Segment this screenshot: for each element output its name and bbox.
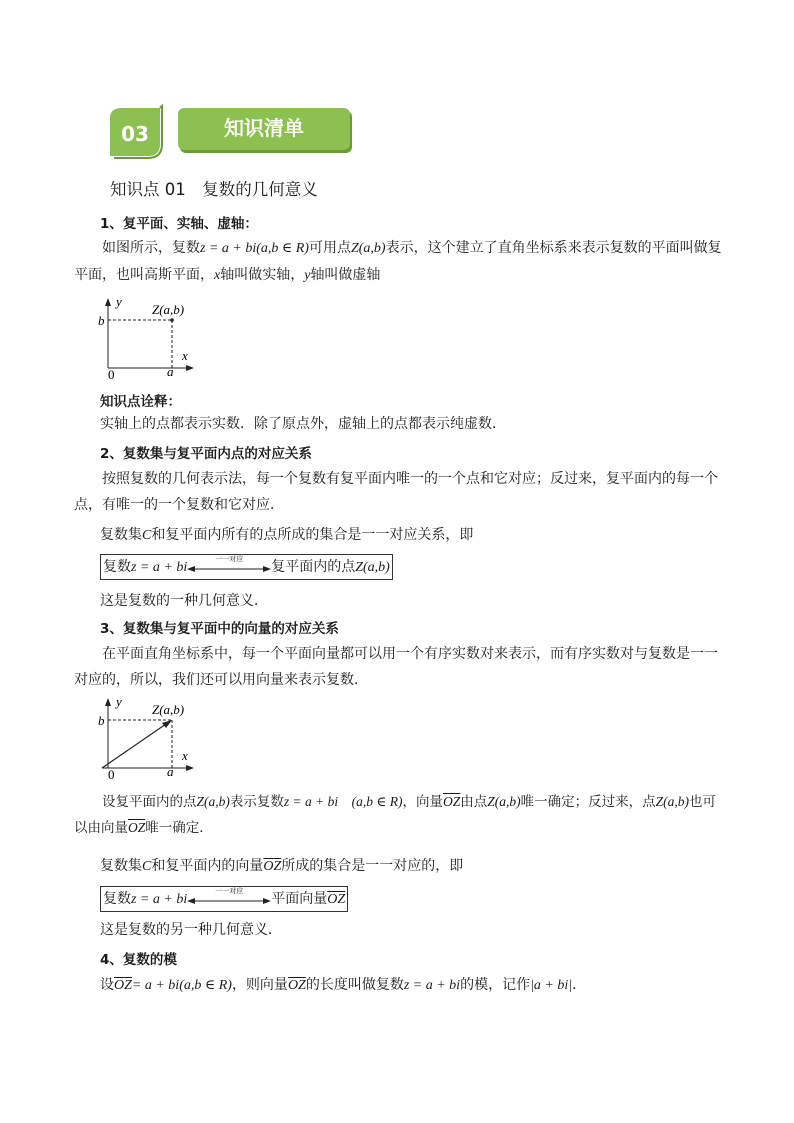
s2-paragraph-1: 按照复数的几何表示法，每一个复数有复平面内唯一的一个点和它对应；反过来，复平面内的每一个点，有唯一的一个复数和它对应． (74, 471, 718, 513)
s2-paragraph-3: 这是复数的一种几何意义． (100, 593, 268, 609)
double-arrow-icon: 一一对应 (187, 555, 271, 579)
s3-paragraph-1: 在平面直角坐标系中，每一个平面向量都可以用一个有序实数对来表示，而有序实数对与复数是一一对应的，所以，我们还可以用向量来表示复数． (74, 646, 718, 688)
svg-text:0: 0 (108, 767, 115, 780)
svg-text:0: 0 (108, 367, 115, 380)
s2-paragraph-2: 复数集C和复平面内所有的点所成的集合是一一对应关系，即 (100, 527, 474, 543)
svg-text:y: y (116, 294, 122, 309)
s2-heading: 2、复数集与复平面内点的对应关系 (100, 446, 312, 462)
svg-text:x: x (182, 348, 188, 363)
svg-text:Z(a,b): Z(a,b) (152, 702, 185, 717)
s4-paragraph: 设$\overline{OZ}= a + bi(a,b$ ∈ R)，则向量$\overline{OZ}$的长度叫做复数z = a + bi的模，记作|a + bi|． (100, 977, 587, 993)
note-text: 实轴上的点都表示实数．除了原点外，虚轴上的点都表示纯虚数． (100, 416, 506, 432)
svg-text:Z(a,b): Z(a,b) (152, 302, 185, 317)
svg-text:b: b (98, 313, 105, 328)
s1-paragraph: 如图所示，复数z = a + bi(a,b ∈ R)可用点Z(a,b)表示，这个建立了直角坐标系来表示复数的平面叫做复平面，也叫高斯平面，x轴叫做实轴，y轴叫做虚轴 (74, 240, 722, 283)
correspondence-box-vector: 复数z = a + bi 一一对应 平面向量$\overline{OZ}$ (100, 886, 348, 912)
s4-heading: 4、复数的模 (100, 952, 177, 968)
vector-plane-figure (96, 694, 206, 780)
svg-text:a: a (167, 364, 174, 379)
svg-text:y: y (116, 694, 122, 709)
section-banner: 知识清单 (178, 108, 350, 150)
section-number-badge (104, 104, 166, 160)
svg-text:x: x (182, 748, 188, 763)
section-number: 03 (121, 122, 149, 146)
s1-heading: 1、复平面、实轴、虚轴： (100, 216, 258, 232)
note-heading: 知识点诠释： (100, 394, 181, 410)
svg-text:a: a (167, 764, 174, 779)
double-arrow-icon: 一一对应 (187, 887, 271, 911)
correspondence-box-point: 复数z = a + bi 一一对应 复平面内的点Z(a,b) (100, 554, 393, 580)
s3-paragraph-4: 这是复数的另一种几何意义． (100, 922, 282, 938)
svg-text:b: b (98, 713, 105, 728)
s3-paragraph-2: 设复平面内的点Z(a,b)表示复数z = a + bi (a,b ∈ R)，向量$\overline{OZ}$由点Z(a,b)唯一确定；反过来，点Z(a,b)也可以由向量$\overline{OZ}$唯一确定． (74, 794, 716, 836)
complex-plane-figure (96, 294, 206, 380)
s3-heading: 3、复数集与复平面中的向量的对应关系 (100, 621, 339, 637)
s3-paragraph-3: 复数集C和复平面内的向量$\overline{OZ}$所成的集合是一一对应的，即 (100, 858, 464, 874)
knowledge-point-title: 知识点 01 复数的几何意义 (110, 180, 318, 199)
